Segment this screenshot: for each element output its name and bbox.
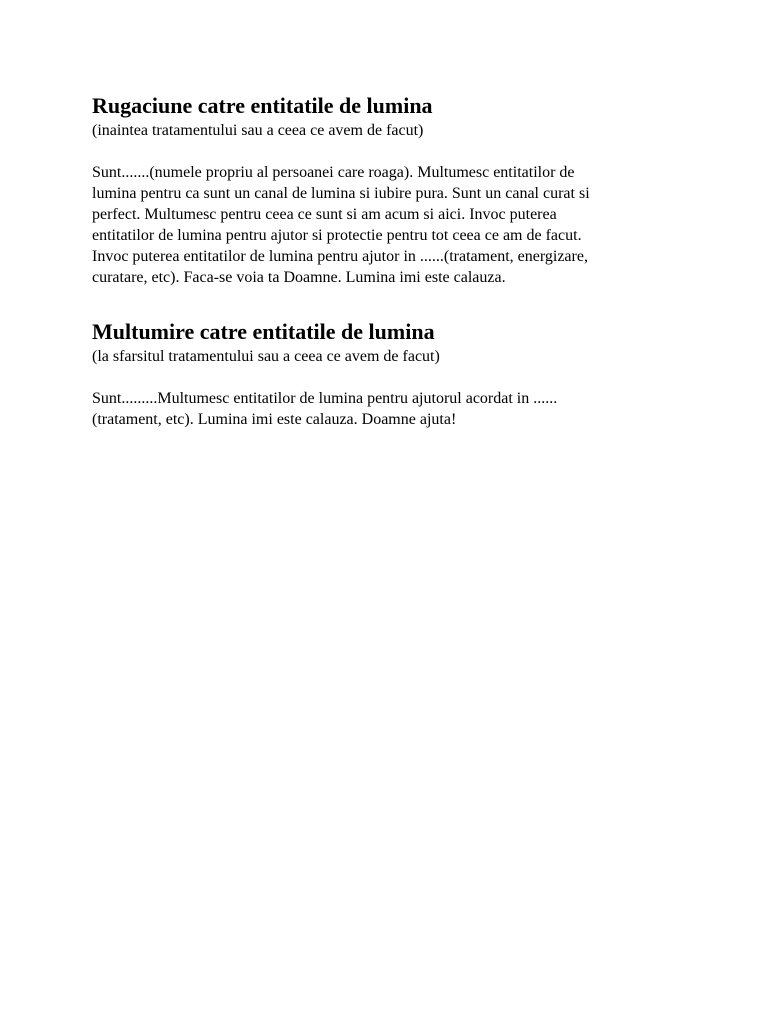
- thanks-line: Sunt.........Multumesc entitatilor de lumina pentru ajutorul acordat in ......: [92, 390, 558, 407]
- thanks-heading: Multumire catre entitatile de lumina: [92, 319, 435, 344]
- document-page: [92, 92, 692, 430]
- prayer-line: curatare, etc). Faca-se voia ta Doamne. Lumina imi este calauza.: [92, 269, 506, 286]
- prayer-line: lumina pentru ca sunt un canal de lumina si iubire pura. Sunt un canal curat si: [92, 185, 590, 202]
- prayer-line: perfect. Multumesc pentru ceea ce sunt si am acum si aici. Invoc puterea: [92, 206, 557, 223]
- prayer-heading: Rugaciune catre entitatile de lumina: [92, 93, 433, 118]
- prayer-section: [92, 92, 692, 288]
- thanks-body: [92, 388, 692, 430]
- prayer-body: [92, 162, 692, 288]
- thanks-line: (tratament, etc). Lumina imi este calauza. Doamne ajuta!: [92, 411, 457, 428]
- thanks-section: [92, 318, 692, 430]
- prayer-line: entitatilor de lumina pentru ajutor si protectie pentru tot ceea ce am de facut.: [92, 227, 582, 244]
- prayer-line: Sunt.......(numele propriu al persoanei care roaga). Multumesc entitatilor de: [92, 164, 575, 181]
- prayer-subheading: (inaintea tratamentului sau a ceea ce avem de facut): [92, 122, 424, 139]
- prayer-line: Invoc puterea entitatilor de lumina pentru ajutor in ......(tratament, energizare,: [92, 248, 588, 265]
- thanks-subheading: (la sfarsitul tratamentului sau a ceea ce avem de facut): [92, 348, 440, 365]
